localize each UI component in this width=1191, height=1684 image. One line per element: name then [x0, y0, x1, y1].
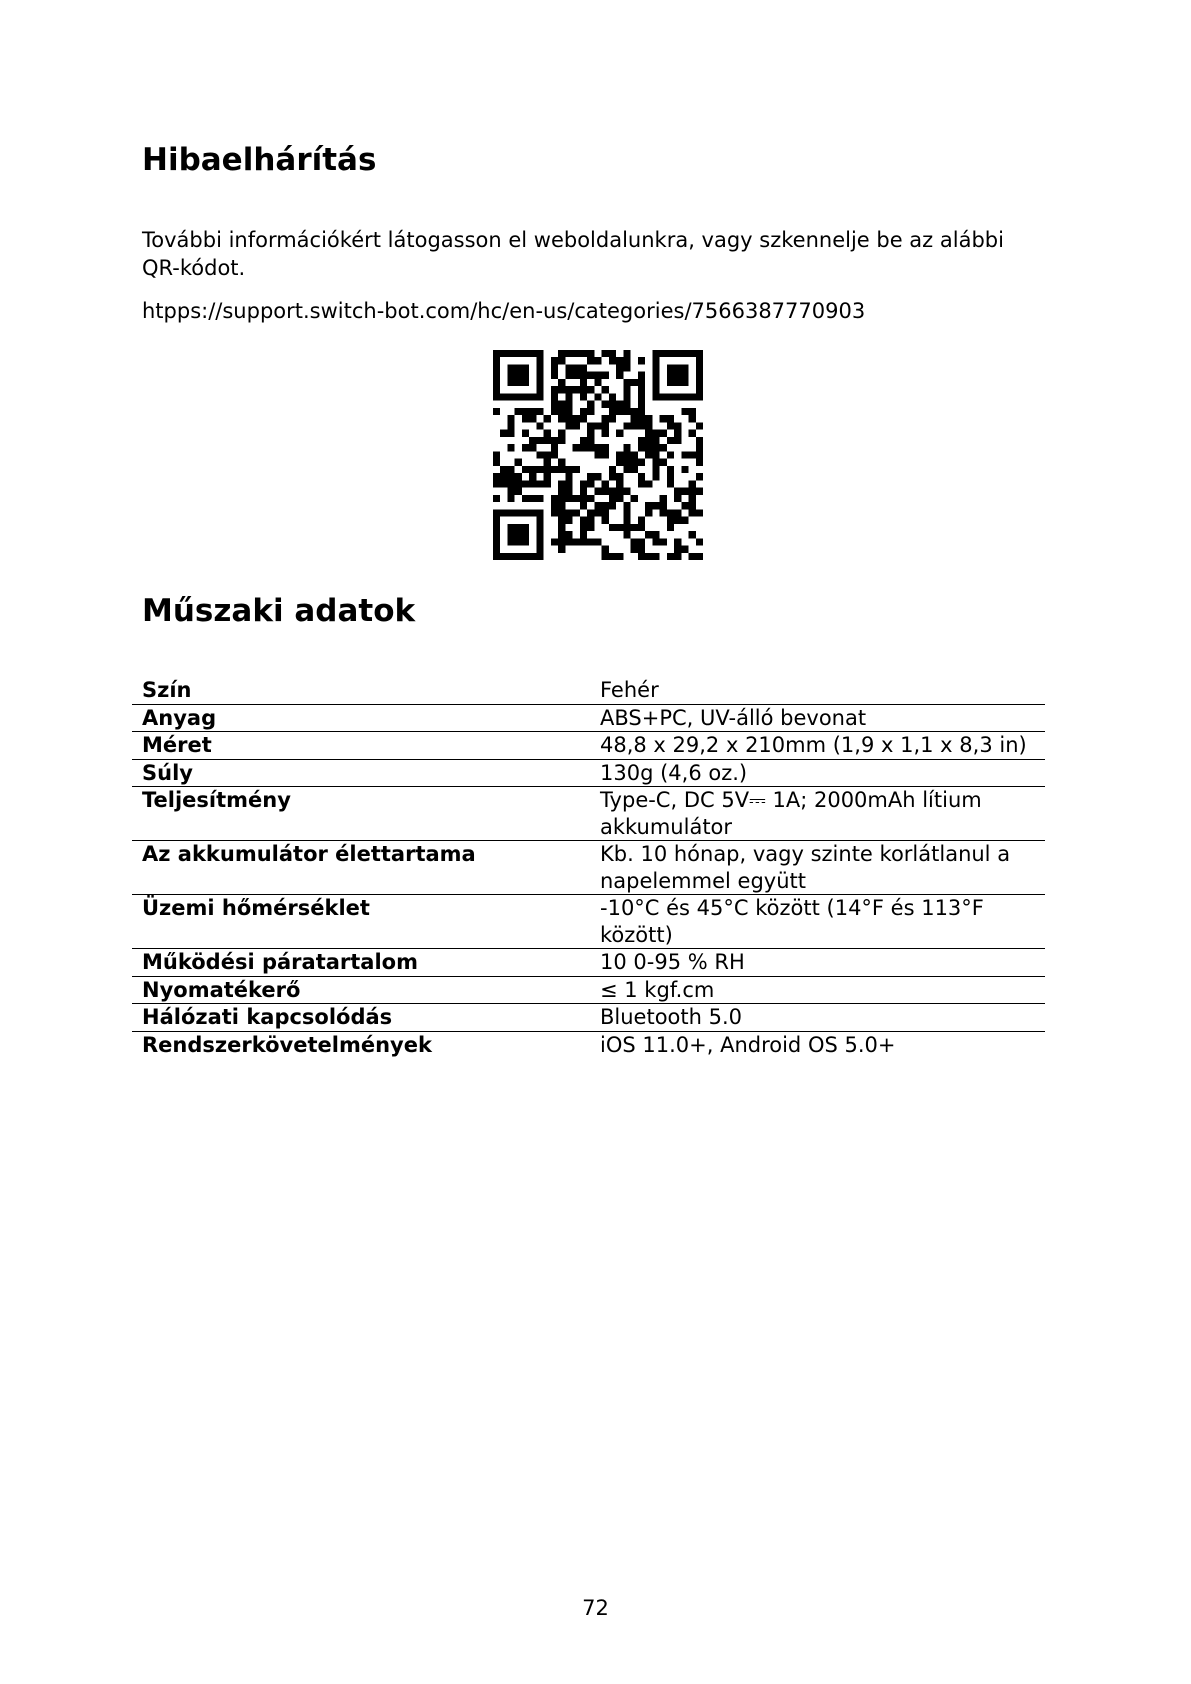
spec-label: Üzemi hőmérséklet	[142, 896, 370, 920]
spec-value: Type-C, DC 5V⎓ 1A; 2000mAh lítium akkumulátor	[600, 788, 982, 839]
specs-table	[132, 677, 1045, 1058]
spec-value: -10°C és 45°C között (14°F és 113°F között)	[600, 896, 984, 947]
spec-value: 130g (4,6 oz.)	[600, 760, 748, 785]
specs-title: Műszaki adatok	[142, 593, 416, 629]
table-row	[132, 841, 1045, 895]
spec-value: 48,8 x 29,2 x 210mm (1,9 x 1,1 x 8,3 in)	[600, 733, 1027, 757]
spec-label: Működési páratartalom	[142, 950, 418, 974]
spec-value: Bluetooth 5.0	[600, 1005, 743, 1029]
spec-label: Súly	[142, 760, 193, 785]
table-row	[132, 787, 1045, 841]
spec-value: Fehér	[600, 678, 659, 702]
table-row	[132, 1004, 1045, 1032]
page-number: 72	[582, 1596, 609, 1620]
spec-label: Szín	[142, 678, 192, 702]
spec-value: iOS 11.0+, Android OS 5.0+	[600, 1032, 896, 1057]
support-url[interactable]: htpps://support.switch-bot.com/hc/en-us/categories/7566387770903	[142, 299, 866, 323]
troubleshooting-title: Hibaelhárítás	[142, 142, 377, 178]
spec-label: Nyomatékerő	[142, 977, 301, 1002]
spec-value: ABS+PC, UV-álló bevonat	[600, 705, 867, 730]
table-row	[132, 949, 1045, 977]
spec-value: 10 0-95 % RH	[600, 950, 745, 974]
spec-label: Hálózati kapcsolódás	[142, 1005, 393, 1029]
table-row	[132, 677, 1045, 704]
table-row	[132, 759, 1045, 787]
table-row	[132, 976, 1045, 1004]
table-row	[132, 732, 1045, 760]
qr-code	[493, 350, 703, 560]
spec-value: Kb. 10 hónap, vagy szinte korlátlanul a napelemmel együtt	[600, 842, 1011, 893]
spec-label: Anyag	[142, 705, 217, 730]
spec-label: Teljesítmény	[142, 788, 291, 812]
info-paragraph: További információkért látogasson el weboldalunkra, vagy szkennelje be az alábbi QR-kódot.	[142, 228, 1004, 280]
table-row	[132, 895, 1045, 949]
spec-label: Méret	[142, 733, 212, 757]
spec-value: ≤ 1 kgf.cm	[600, 977, 715, 1002]
table-row	[132, 704, 1045, 732]
spec-label: Rendszerkövetelmények	[142, 1032, 432, 1057]
table-row	[132, 1031, 1045, 1058]
spec-label: Az akkumulátor élettartama	[142, 842, 476, 866]
